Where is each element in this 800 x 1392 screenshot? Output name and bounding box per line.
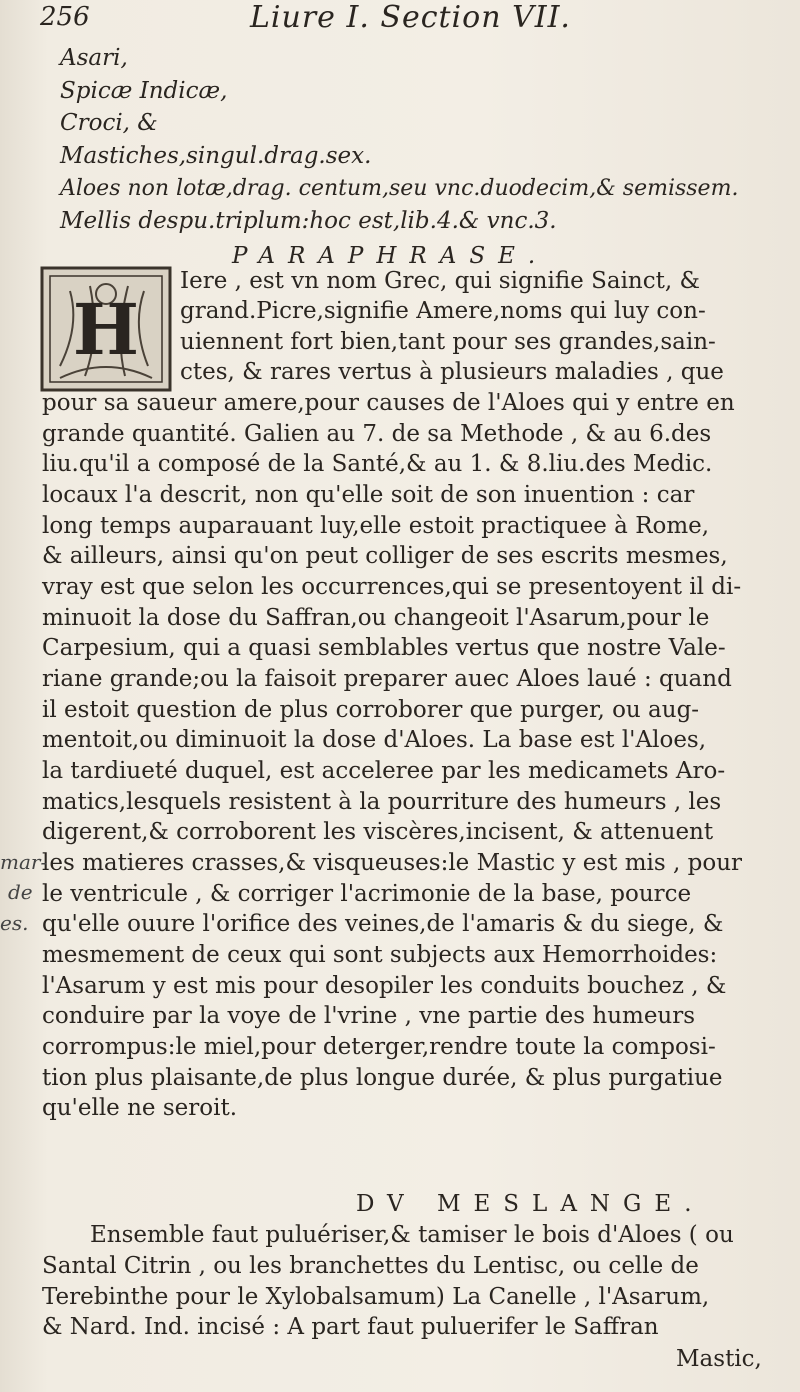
ingredient-line: Mellis despu.triplum:hoc est,lib.4.& vnc.3. [60,208,557,234]
page-header [0,0,800,40]
text-line: minuoit la dose du Saffran,ou changeoit l'Asarum,pour le [42,605,710,631]
text-line: grand.Picre,signifie Amere,noms qui luy con- [180,298,706,324]
running-title: Liure I. Section VII. [250,0,571,35]
ingredient-line: Asari, [60,45,128,71]
page-number: 256 [40,2,90,32]
text-line: tion plus plaisante,de plus longue durée, & plus purgatiue [42,1065,723,1091]
text-line: & Nard. Ind. incisé : A part faut puluerifer le Saffran [42,1314,659,1340]
margin-note: es. [0,911,29,935]
text-line: Terebinthe pour le Xylobalsamum) La Canelle , l'Asarum, [42,1284,710,1310]
mixing-heading: DV MESLANGE. [356,1191,705,1217]
ingredient-line: Croci, & [60,110,158,136]
text-line: qu'elle ne seroit. [42,1095,238,1121]
text-line: Santal Citrin , ou les branchettes du Lentisc, ou celle de [42,1253,699,1279]
text-line: & ailleurs, ainsi qu'on peut colliger de ses escrits mesmes, [42,543,728,569]
catchword: Mastic, [676,1346,762,1372]
text-line: vray est que selon les occurrences,qui se presentoyent il di- [42,574,742,600]
text-line: liu.qu'il a composé de la Santé,& au 1. & 8.liu.des Medic. [42,451,713,477]
text-line: digerent,& corroborent les viscères,incisent, & attenuent [42,819,714,845]
paraphrase-heading: PARAPHRASE. [232,243,549,269]
text-line: mesmement de ceux qui sont subjects aux Hemorrhoides: [42,942,718,968]
text-line: matics,lesquels resistent à la pourriture des humeurs , les [42,789,722,815]
text-line: la tardiueté duquel, est acceleree par les medicamets Aro- [42,758,726,784]
ingredient-line: Mastiches,singul.drag.sex. [60,143,372,169]
text-line: le ventricule , & corriger l'acrimonie de la base, pource [42,881,692,907]
text-line: conduire par la voye de l'vrine , vne partie des humeurs [42,1003,696,1029]
text-line: locaux l'a descrit, non qu'elle soit de son inuention : car [42,482,695,508]
text-line: pour sa saueur amere,pour causes de l'Aloes qui y entre en [42,390,735,416]
ornamental-drop-cap-icon [40,266,172,392]
text-line: l'Asarum y est mis pour desopiler les conduits bouchez , & [42,973,727,999]
text-line: riane grande;ou la faisoit preparer auec Aloes laué : quand [42,666,732,692]
text-line: il estoit question de plus corroborer que purger, ou aug- [42,697,700,723]
text-line: Iere , est vn nom Grec, qui signifie Sainct, & [180,268,700,294]
text-line: uiennent fort bien,tant pour ses grandes,sain- [180,329,716,355]
text-line: corrompus:le miel,pour deterger,rendre toute la composi- [42,1034,716,1060]
margin-note: mar- [0,850,48,874]
text-line: grande quantité. Galien au 7. de sa Methode , & au 6.des [42,421,712,447]
text-line: long temps auparauant luy,elle estoit practiquee à Rome, [42,513,710,539]
text-line: qu'elle ouure l'orifice des veines,de l'amaris & du siege, & [42,911,724,937]
margin-note: de [8,880,33,904]
text-line: Ensemble faut puluériser,& tamiser le bois d'Aloes ( ou [90,1222,734,1248]
text-line: mentoit,ou diminuoit la dose d'Aloes. La base est l'Aloes, [42,727,707,753]
text-line: ctes, & rares vertus à plusieurs maladies , que [180,359,724,385]
ingredient-line: Spicæ Indicæ, [60,78,228,104]
text-line: Carpesium, qui a quasi semblables vertus que nostre Vale- [42,635,726,661]
ingredient-line: Aloes non lotæ,drag. centum,seu vnc.duodecim,& semissem. [60,176,739,201]
drop-cap-letter: H [72,288,140,371]
text-line: les matieres crasses,& visqueuses:le Mastic y est mis , pour [42,850,743,876]
